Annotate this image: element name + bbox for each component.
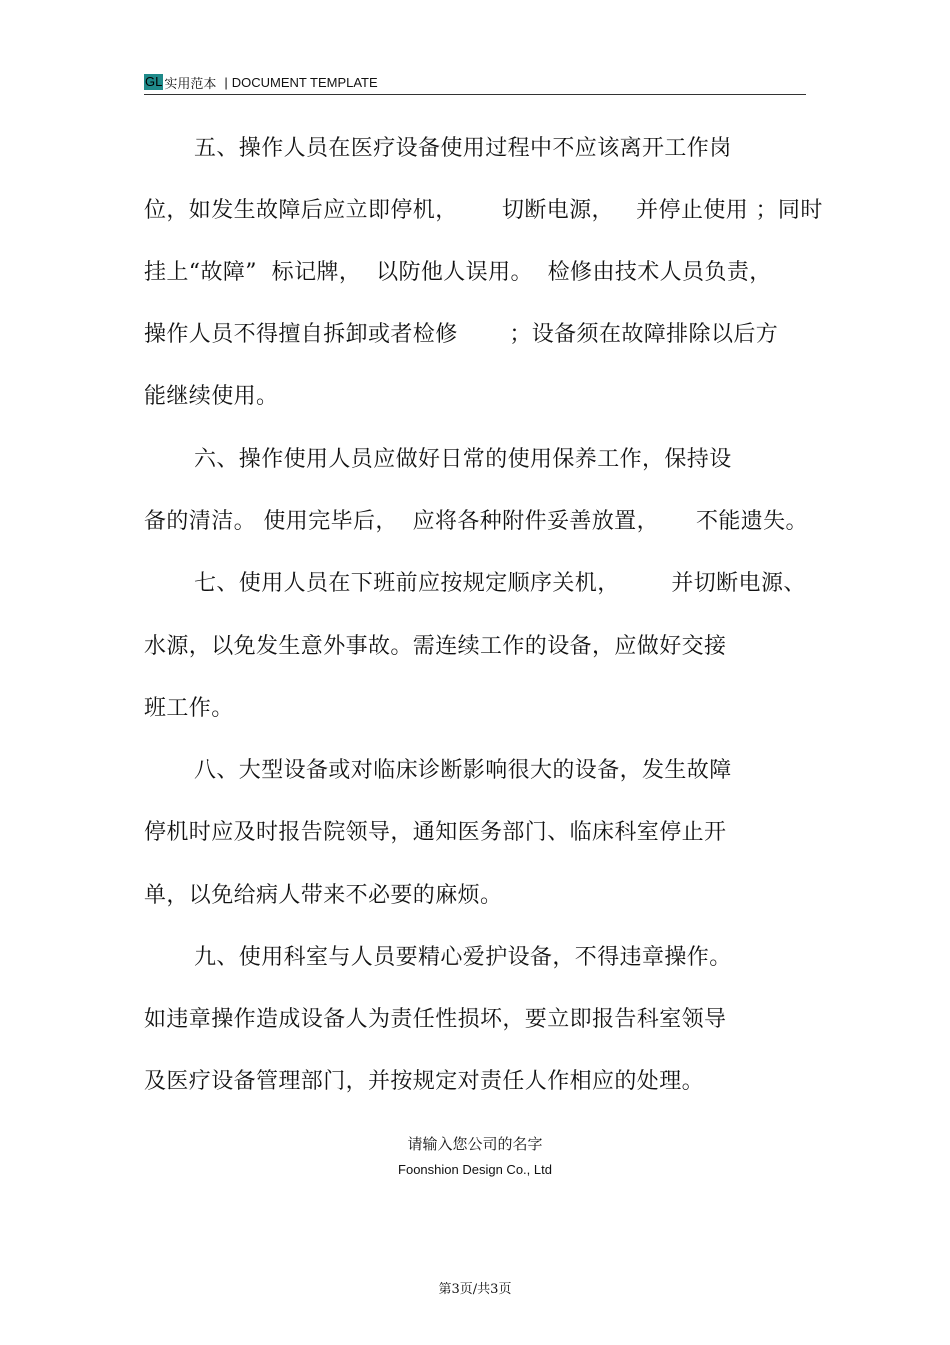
body-line: 备的清洁。 使用完毕后， 应将各种附件妥善放置， 不能遗失。	[144, 509, 808, 534]
company-name-en: Foonshion Design Co., Ltd	[398, 1162, 552, 1177]
document-header	[144, 70, 806, 95]
body-line: 班工作。	[144, 696, 234, 721]
body-line: 水源，以免发生意外事故。需连续工作的设备，应做好交接	[144, 634, 727, 659]
body-line: 及医疗设备管理部门，并按规定对责任人作相应的处理。	[144, 1069, 705, 1094]
page-number: 第3页/共3页	[438, 1282, 512, 1297]
header-separator: |	[224, 74, 228, 90]
header-brand: 实用范本	[164, 75, 217, 91]
body-line: 挂上“故障” 标记牌， 以防他人误用。 检修由技术人员负责，	[144, 260, 772, 285]
header-subtitle: DOCUMENT TEMPLATE	[231, 74, 378, 90]
body-line: 七、使用人员在下班前应按规定顺序关机， 并切断电源、	[194, 571, 806, 596]
body-line: 五、操作人员在医疗设备使用过程中不应该离开工作岗	[194, 136, 732, 161]
body-line: 八、大型设备或对临床诊断影响很大的设备，发生故障	[194, 758, 732, 783]
company-name-cn: 请输入您公司的名字	[407, 1135, 543, 1153]
body-line: 六、操作使用人员应做好日常的使用保养工作，保持设	[194, 447, 732, 472]
body-line: 如违章操作造成设备人为责任性损坏，要立即报告科室领导	[144, 1007, 727, 1032]
body-line: 九、使用科室与人员要精心爱护设备，不得违章操作。	[194, 945, 732, 970]
gl-logo: GL	[145, 74, 163, 89]
body-line: 操作人员不得擅自拆卸或者检修 ；设备须在故障排除以后方	[144, 322, 779, 347]
body-line: 能继续使用。	[144, 384, 279, 409]
body-line: 单，以免给病人带来不必要的麻烦。	[144, 883, 503, 908]
body-line: 位，如发生故障后应立即停机， 切断电源， 并停止使用 ；同时	[144, 198, 823, 223]
body-line: 停机时应及时报告院领导，通知医务部门、临床科室停止开	[144, 820, 727, 845]
